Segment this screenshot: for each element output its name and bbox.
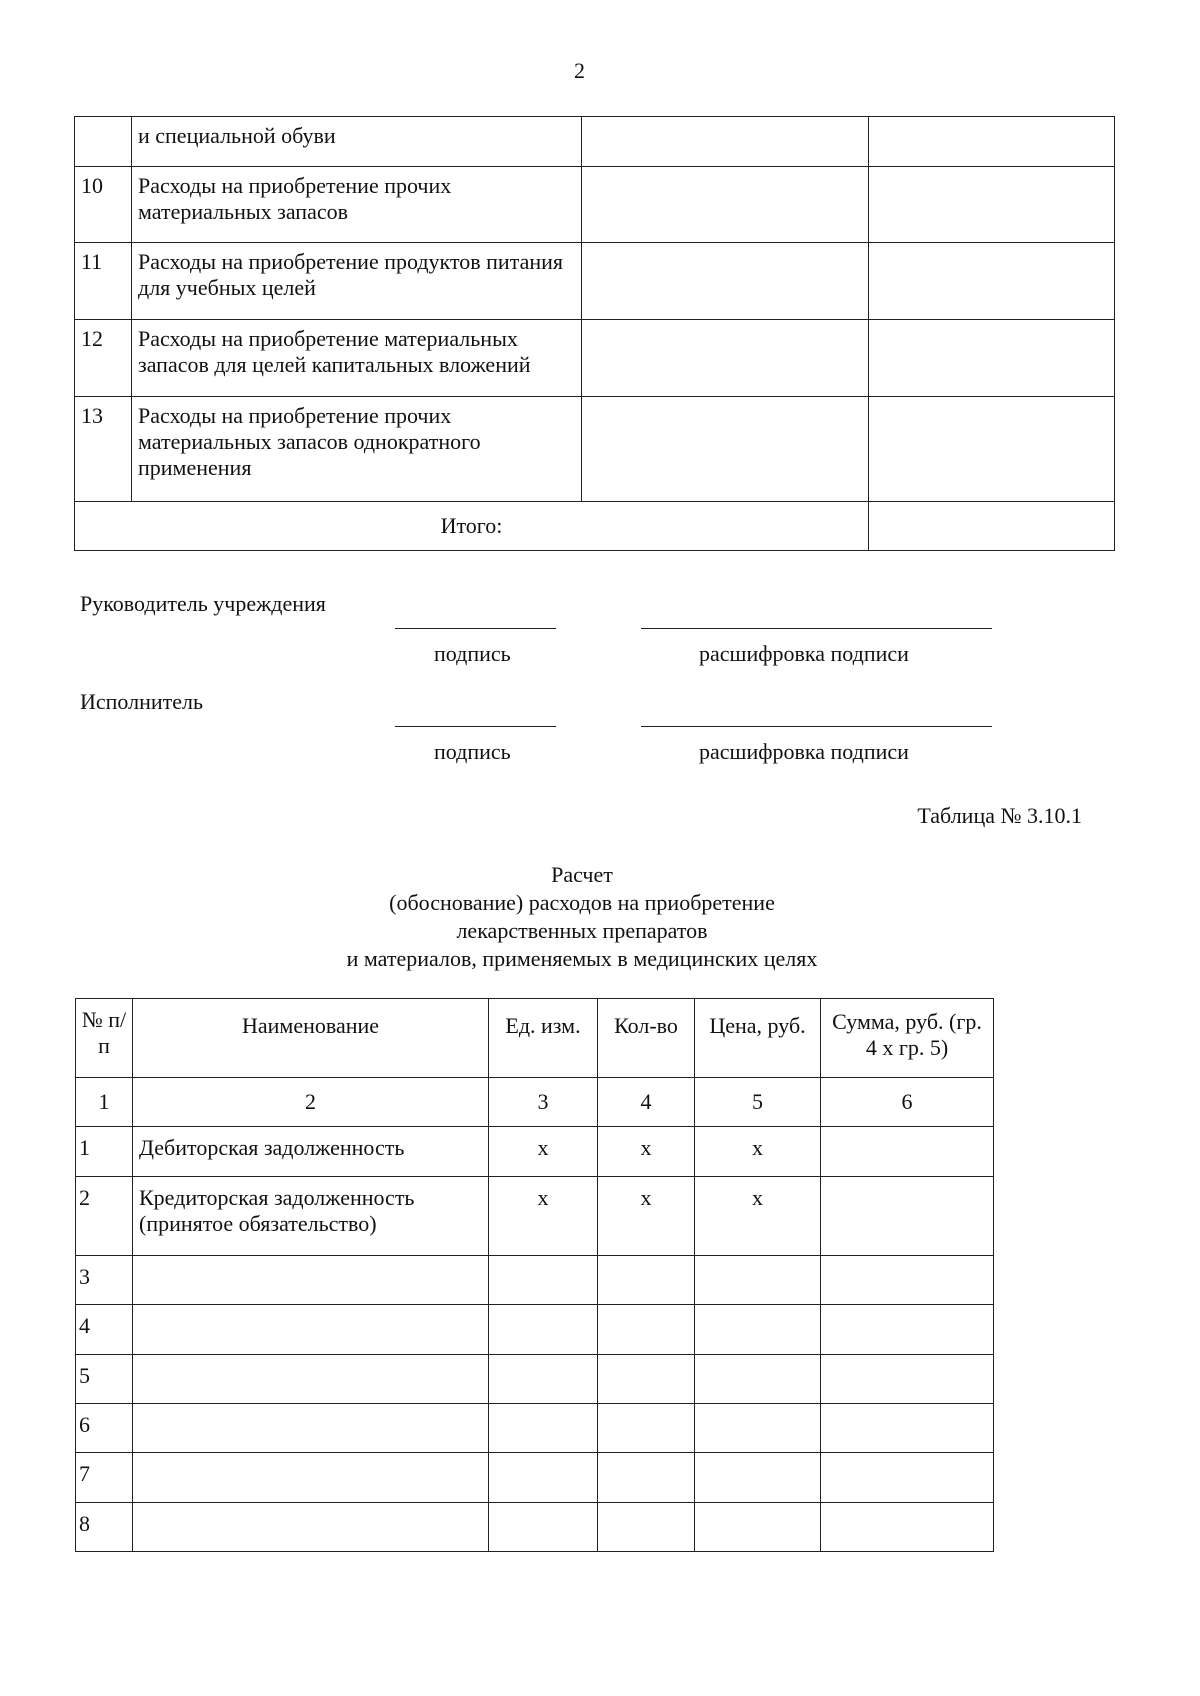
cell bbox=[695, 1256, 821, 1305]
decode-line bbox=[641, 726, 992, 727]
table-row bbox=[76, 1503, 994, 1552]
column-number: 3 bbox=[489, 1078, 598, 1127]
row-text: Расходы на приобретение продуктов питания для учебных целей bbox=[132, 243, 582, 320]
cell bbox=[489, 1355, 598, 1404]
row-name bbox=[133, 1355, 489, 1404]
title-line: и материалов, применяемых в медицинских целях bbox=[346, 946, 818, 971]
cell bbox=[598, 1305, 695, 1355]
row-number: 10 bbox=[75, 167, 132, 243]
cell bbox=[598, 1355, 695, 1404]
table-row bbox=[76, 1256, 994, 1305]
row-number: 12 bbox=[75, 320, 132, 397]
row-name bbox=[133, 1503, 489, 1552]
row-number: 6 bbox=[76, 1404, 133, 1453]
title-line: лекарственных препаратов bbox=[456, 918, 708, 943]
row-number: 11 bbox=[75, 243, 132, 320]
cell: х bbox=[695, 1127, 821, 1177]
expenses-table bbox=[74, 116, 1115, 551]
cell bbox=[821, 1355, 994, 1404]
total-row bbox=[75, 502, 1115, 551]
row-name: Дебиторская задолженность bbox=[133, 1127, 489, 1177]
cell bbox=[821, 1177, 994, 1256]
cell: х bbox=[598, 1127, 695, 1177]
cell: х bbox=[695, 1177, 821, 1256]
page-number: 2 bbox=[574, 58, 585, 83]
row-number: 2 bbox=[76, 1177, 133, 1256]
header-cell: Сумма, руб. (гр. 4 х гр. 5) bbox=[821, 999, 994, 1078]
column-number-row bbox=[76, 1078, 994, 1127]
cell: х bbox=[598, 1177, 695, 1256]
signature-label: подпись bbox=[434, 739, 511, 764]
header-cell: Ед. изм. bbox=[489, 999, 598, 1078]
table-row bbox=[75, 320, 1115, 397]
row-name bbox=[133, 1453, 489, 1503]
row-name bbox=[133, 1256, 489, 1305]
cell bbox=[821, 1503, 994, 1552]
cell bbox=[695, 1503, 821, 1552]
table-number: Таблица № 3.10.1 bbox=[917, 803, 1082, 828]
header-row bbox=[76, 999, 994, 1078]
header-cell: № п/п bbox=[76, 999, 133, 1078]
header-cell: Наименование bbox=[133, 999, 489, 1078]
row-number: 3 bbox=[76, 1256, 133, 1305]
cell bbox=[582, 397, 869, 502]
cell bbox=[695, 1453, 821, 1503]
table-row bbox=[76, 1127, 994, 1177]
cell bbox=[821, 1404, 994, 1453]
row-name bbox=[133, 1305, 489, 1355]
column-number: 5 bbox=[695, 1078, 821, 1127]
column-number: 1 bbox=[76, 1078, 133, 1127]
header-cell: Кол-во bbox=[598, 999, 695, 1078]
cell bbox=[695, 1305, 821, 1355]
cell bbox=[489, 1404, 598, 1453]
cell bbox=[821, 1305, 994, 1355]
decode-line bbox=[641, 628, 992, 629]
cell bbox=[869, 167, 1115, 243]
cell bbox=[582, 320, 869, 397]
table-row bbox=[75, 167, 1115, 243]
cell bbox=[869, 397, 1115, 502]
signature-line bbox=[395, 726, 556, 727]
decode-label: расшифровка подписи bbox=[699, 641, 909, 666]
cell bbox=[582, 243, 869, 320]
table-row bbox=[76, 1453, 994, 1503]
table-row bbox=[75, 243, 1115, 320]
cell bbox=[489, 1453, 598, 1503]
column-number: 4 bbox=[598, 1078, 695, 1127]
row-number bbox=[75, 117, 132, 167]
table-row bbox=[76, 1177, 994, 1256]
cell bbox=[598, 1256, 695, 1305]
cell bbox=[598, 1404, 695, 1453]
row-number: 5 bbox=[76, 1355, 133, 1404]
cell bbox=[582, 167, 869, 243]
signature-role: Исполнитель bbox=[80, 689, 204, 714]
cell bbox=[695, 1404, 821, 1453]
column-number: 6 bbox=[821, 1078, 994, 1127]
cell bbox=[869, 320, 1115, 397]
row-text: Расходы на приобретение прочих материальных запасов bbox=[132, 167, 582, 243]
row-number: 8 bbox=[76, 1503, 133, 1552]
cell bbox=[598, 1453, 695, 1503]
column-number: 2 bbox=[133, 1078, 489, 1127]
cell bbox=[489, 1305, 598, 1355]
cell bbox=[598, 1503, 695, 1552]
cell bbox=[821, 1256, 994, 1305]
row-number: 4 bbox=[76, 1305, 133, 1355]
title-line: (обоснование) расходов на приобретение bbox=[389, 890, 775, 915]
table-row bbox=[76, 1404, 994, 1453]
cell: х bbox=[489, 1177, 598, 1256]
row-number: 1 bbox=[76, 1127, 133, 1177]
signature-label: подпись bbox=[434, 641, 511, 666]
cell bbox=[821, 1127, 994, 1177]
table-row bbox=[76, 1355, 994, 1404]
table-row bbox=[76, 1305, 994, 1355]
signature-role: Руководитель учреждения bbox=[80, 591, 326, 616]
cell bbox=[821, 1453, 994, 1503]
title-line: Расчет bbox=[551, 862, 613, 887]
row-text: и специальной обуви bbox=[132, 117, 582, 167]
row-name: Кредиторская задолженность (принятое обязательство) bbox=[133, 1177, 489, 1256]
row-text: Расходы на приобретение прочих материальных запасов однократного применения bbox=[132, 397, 582, 502]
decode-label: расшифровка подписи bbox=[699, 739, 909, 764]
medicine-calc-table bbox=[75, 998, 994, 1552]
row-text: Расходы на приобретение материальных запасов для целей капитальных вложений bbox=[132, 320, 582, 397]
cell bbox=[695, 1355, 821, 1404]
row-number: 7 bbox=[76, 1453, 133, 1503]
cell bbox=[489, 1256, 598, 1305]
total-value bbox=[869, 502, 1115, 551]
cell: х bbox=[489, 1127, 598, 1177]
table-title bbox=[0, 861, 1164, 973]
header-cell: Цена, руб. bbox=[695, 999, 821, 1078]
row-number: 13 bbox=[75, 397, 132, 502]
cell bbox=[869, 243, 1115, 320]
signature-line bbox=[395, 628, 556, 629]
cell bbox=[489, 1503, 598, 1552]
cell bbox=[582, 117, 869, 167]
row-name bbox=[133, 1404, 489, 1453]
total-label: Итого: bbox=[75, 502, 869, 551]
cell bbox=[869, 117, 1115, 167]
table-row bbox=[75, 117, 1115, 167]
table-row bbox=[75, 397, 1115, 502]
